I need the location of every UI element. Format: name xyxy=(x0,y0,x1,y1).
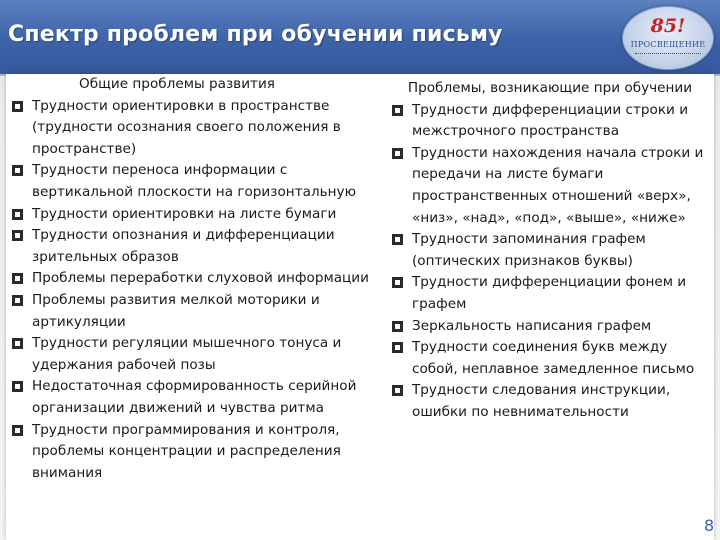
list-item-text: Трудности дифференциации фонем и графем xyxy=(412,274,687,312)
list-item-text: Трудности опознания и дифференциации зрительных образов xyxy=(32,227,335,265)
list-item xyxy=(10,376,374,419)
checkbox-bullet-icon xyxy=(12,273,23,284)
list-item-text: Трудности соединения букв между собой, неплавное замедленное письмо xyxy=(412,339,695,377)
list-item xyxy=(10,420,374,485)
list-item-text: Трудности нахождения начала строки и передачи на листе бумаги пространственных отношений «верх», «низ», «над», «под», «выше», «ниже» xyxy=(412,144,704,226)
list-item-text: Трудности переноса информации с вертикальной плоскости на горизонтальную xyxy=(32,162,357,200)
list-item xyxy=(390,380,710,423)
list-item-text: Трудности ориентировки в пространстве (трудности осознания своего положения в пространстве) xyxy=(32,97,341,157)
checkbox-bullet-icon xyxy=(392,342,403,353)
checkbox-bullet-icon xyxy=(12,381,23,392)
checkbox-bullet-icon xyxy=(12,425,23,436)
checkbox-bullet-icon xyxy=(12,295,23,306)
list-item xyxy=(390,100,710,143)
checkbox-bullet-icon xyxy=(392,148,403,159)
logo-name: ПРОСВЕЩЕНИЕ xyxy=(630,40,706,49)
list-item-text: Трудности регуляции мышечного тонуса и удержания рабочей позы xyxy=(32,335,342,373)
checkbox-bullet-icon xyxy=(392,234,403,245)
list-item xyxy=(390,337,710,380)
checkbox-bullet-icon xyxy=(12,209,23,220)
list-item-text: Зеркальность написания графем xyxy=(412,317,652,334)
list-item xyxy=(390,229,710,272)
list-item xyxy=(390,272,710,315)
list-item xyxy=(390,143,710,229)
list-item xyxy=(10,225,374,268)
list-item-text: Проблемы развития мелкой моторики и артикуляции xyxy=(32,291,320,330)
right-column-list xyxy=(390,100,710,424)
left-column xyxy=(10,74,374,484)
logo-number: 85! xyxy=(650,15,686,37)
prosveshchenie-logo-icon xyxy=(622,6,714,70)
logo-divider xyxy=(635,53,701,54)
list-item-text: Трудности программирования и контроля, проблемы концентрации и распределения внимания xyxy=(32,421,341,481)
list-item-text: Трудности ориентировки на листе бумаги xyxy=(32,205,337,222)
list-item xyxy=(10,268,374,290)
list-item xyxy=(10,333,374,376)
list-item xyxy=(10,204,374,226)
checkbox-bullet-icon xyxy=(392,385,403,396)
list-item xyxy=(10,290,374,333)
checkbox-bullet-icon xyxy=(12,165,23,176)
checkbox-bullet-icon xyxy=(392,321,403,332)
list-item-text: Трудности запоминания графем (оптических признаков буквы) xyxy=(412,231,646,269)
left-column-list xyxy=(10,96,374,485)
right-column-heading: Проблемы, возникающие при обучении xyxy=(407,80,693,96)
checkbox-bullet-icon xyxy=(12,230,23,241)
list-item xyxy=(390,316,710,338)
checkbox-bullet-icon xyxy=(12,101,23,112)
right-column xyxy=(390,74,710,424)
left-column-heading: Общие проблемы развития xyxy=(79,76,275,92)
list-item-text: Трудности следования инструкции, ошибки по невнимательности xyxy=(412,382,671,420)
content-area xyxy=(6,74,714,540)
list-item xyxy=(10,160,374,203)
list-item-text: Недостаточная сформированность серийной организации движений и чувства ритма xyxy=(32,378,357,416)
list-item xyxy=(10,96,374,161)
slide-title: Спектр проблем при обучении письму xyxy=(8,22,503,47)
checkbox-bullet-icon xyxy=(392,105,403,116)
checkbox-bullet-icon xyxy=(392,277,403,288)
list-item-text: Проблемы переработки слуховой информации xyxy=(32,270,369,287)
checkbox-bullet-icon xyxy=(12,338,23,349)
page-number: 8 xyxy=(704,516,715,535)
list-item-text: Трудности дифференциации строки и межстрочного пространства xyxy=(412,101,689,140)
title-bar xyxy=(0,0,720,76)
